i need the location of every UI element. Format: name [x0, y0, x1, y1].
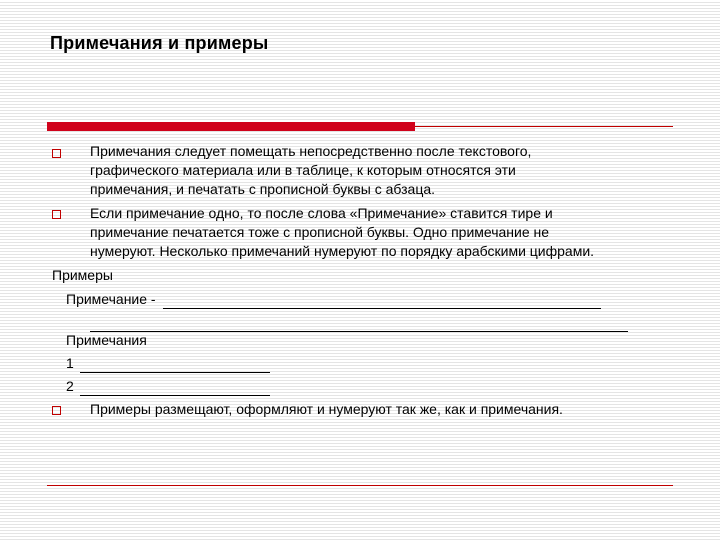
- fill-in-line: [90, 317, 628, 332]
- underline-thick-bar: [47, 122, 415, 131]
- square-bullet-icon: [52, 149, 61, 158]
- bullet-1-line-2: графического материала или в таблице, к которым относятся эти: [90, 162, 516, 178]
- slide-title: Примечания и примеры: [50, 33, 269, 53]
- fill-in-line: [80, 381, 270, 396]
- single-note-label: Примечание -: [66, 291, 156, 307]
- bullet-2-line-1: Если примечание одно, то после слова «Примечание» ставится тире и: [90, 205, 553, 221]
- bullet-paragraph-3: Примеры размещают, оформляют и нумеруют так же, как и примечания.: [90, 401, 563, 417]
- single-note-example: [66, 290, 636, 309]
- title-underline-decoration: [47, 122, 673, 134]
- square-bullet-icon: [52, 406, 61, 415]
- numbered-note-2: [66, 377, 270, 396]
- bullet-2-line-2: примечание печатается тоже с прописной буквы. Одно примечание не: [90, 224, 550, 240]
- fill-in-line: [163, 294, 601, 309]
- fill-in-line: [80, 358, 270, 373]
- bottom-divider: [47, 485, 673, 486]
- multiple-notes-label: Примечания: [66, 332, 147, 348]
- single-note-continuation: [90, 313, 628, 332]
- bullet-2-line-3: нумеруют. Несколько примечаний нумеруют по порядку арабскими цифрами.: [90, 243, 595, 259]
- note-number-2: 2: [66, 378, 74, 394]
- examples-heading: Примеры: [52, 267, 113, 283]
- bullet-1-line-3: примечания, и печатать с прописной буквы с абзаца.: [90, 181, 436, 197]
- bullet-paragraph-1: [90, 142, 680, 199]
- bullet-1-line-1: Примечания следует помещать непосредственно после текстового,: [90, 143, 532, 159]
- bullet-paragraph-2: [90, 204, 680, 261]
- note-number-1: 1: [66, 355, 74, 371]
- numbered-note-1: [66, 354, 270, 373]
- square-bullet-icon: [52, 210, 61, 219]
